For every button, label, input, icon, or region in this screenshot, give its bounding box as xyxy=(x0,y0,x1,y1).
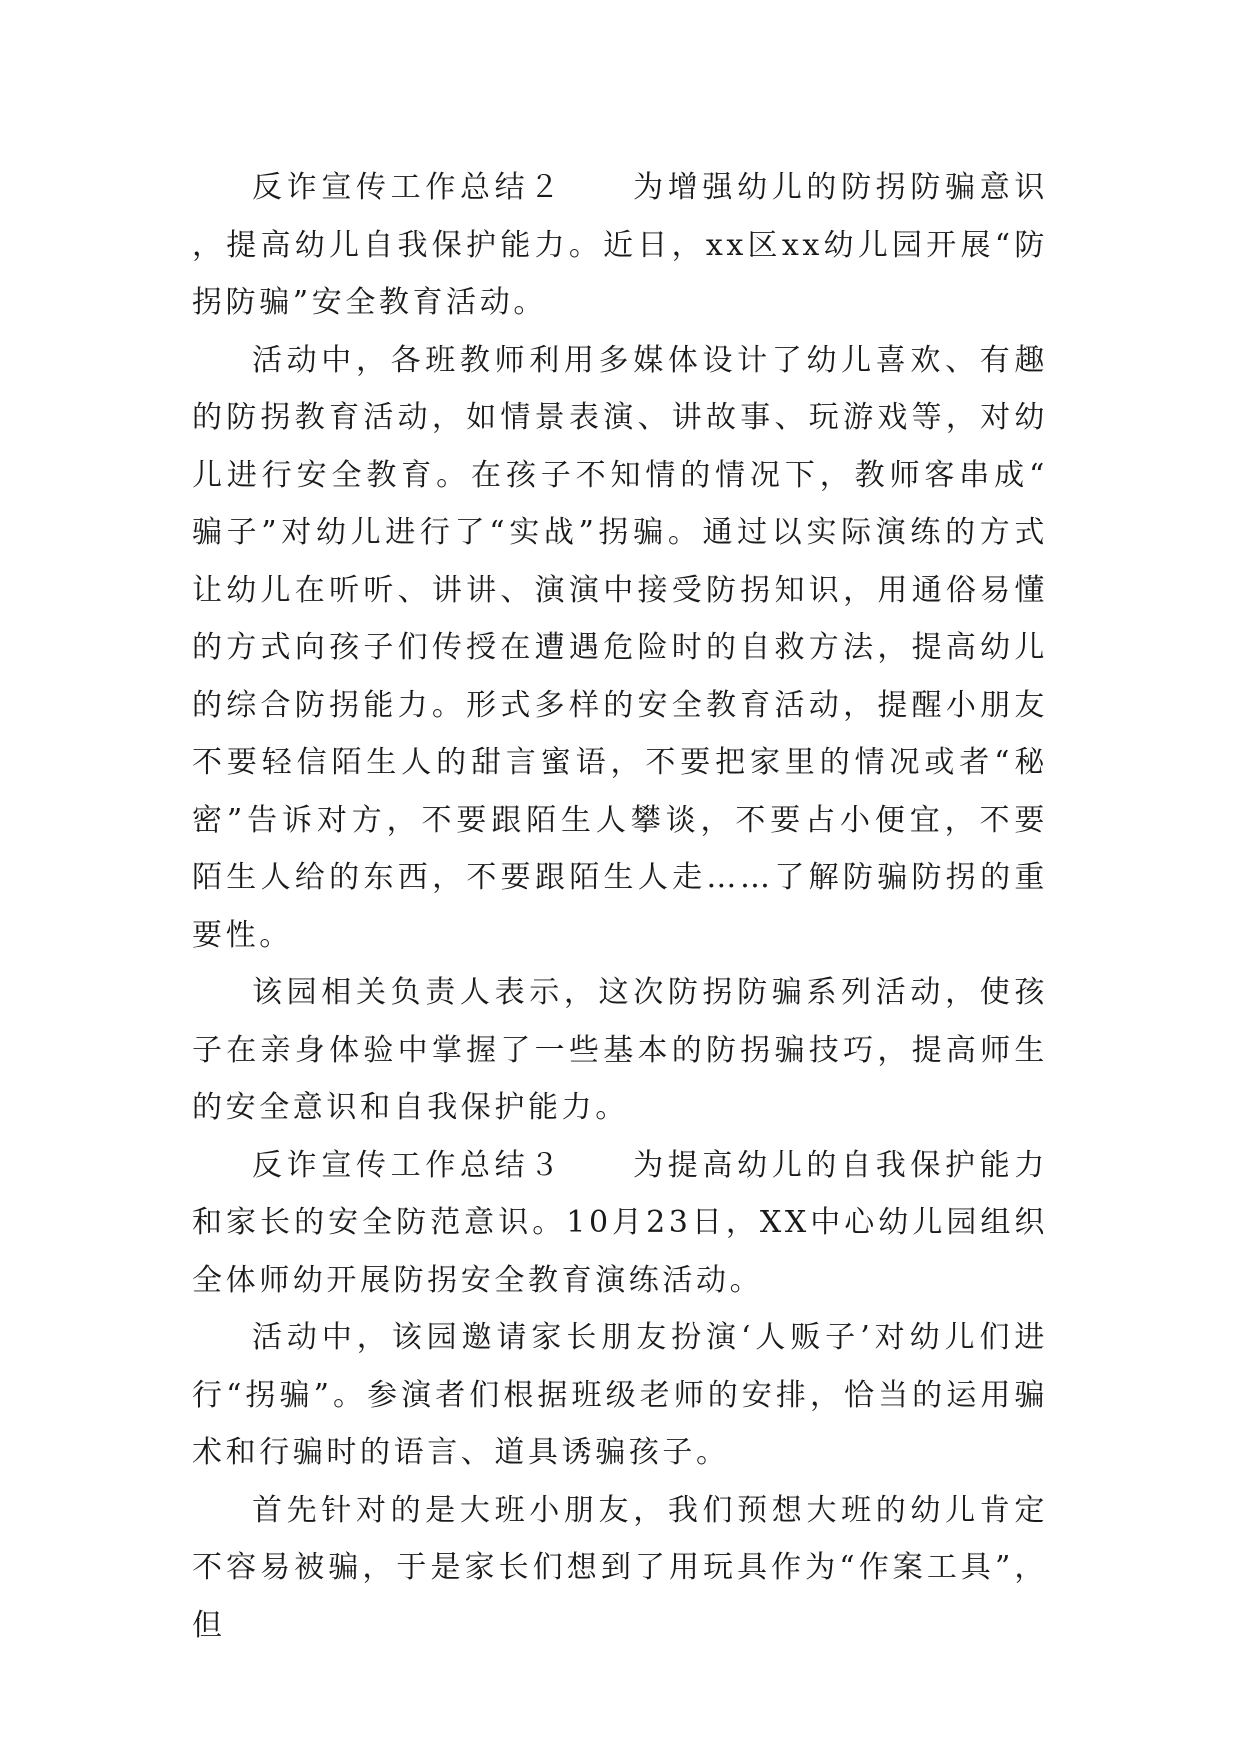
paragraph-text: 活动中，该园邀请家长朋友扮演‘人贩子’对幼儿们进行“拐骗”。参演者们根据班级老师的安排，恰当的运用骗术和行骗时的语言、道具诱骗孩子。 xyxy=(192,1320,1048,1470)
paragraph-text: 首先针对的是大班小朋友，我们预想大班的幼儿肯定不容易被骗，于是家长们想到了用玩具作为“作案工具”，但 xyxy=(192,1492,1048,1643)
paragraph-text: 该园相关负责人表示，这次防拐防骗系列活动，使孩子在亲身体验中掌握了一些基本的防拐骗技巧，提高师生的安全意识和自我保护能力。 xyxy=(192,975,1048,1125)
section-heading-2: 反诈宣传工作总结２ xyxy=(252,170,564,205)
paragraph-3 xyxy=(192,964,1048,1137)
paragraph-4 xyxy=(192,1137,1048,1310)
paragraph-text: 为提高幼儿的自我保护能力和家长的安全防范意识。10月23日，XX中心幼儿园组织全体师幼开展防拐安全教育演练活动。 xyxy=(192,1147,1048,1298)
paragraph-2 xyxy=(192,332,1048,965)
section-heading-3: 反诈宣传工作总结３ xyxy=(252,1147,564,1183)
document-body xyxy=(192,159,1048,1654)
paragraph-text: 活动中，各班教师利用多媒体设计了幼儿喜欢、有趣的防拐教育活动，如情景表演、讲故事、玩游戏等，对幼儿进行安全教育。在孩子不知情的情况下，教师客串成“骗子”对幼儿进行了“实战”拐骗。通过以实际演练的方式让幼儿在听听、讲讲、演演中接受防拐知识，用通俗易懂的方式向孩子们传授在遭遇危险时的自救方法，提高幼儿的综合防拐能力。形式多样的安全教育活动，提醒小朋友不要轻信陌生人的甜言蜜语，不要把家里的情况或者“秘密”告诉对方，不要跟陌生人攀谈，不要占小便宜，不要陌生人给的东西，不要跟陌生人走……了解防骗防拐的重要性。 xyxy=(192,342,1048,953)
paragraph-1 xyxy=(192,159,1048,332)
paragraph-text: 为增强幼儿的防拐防骗意识，提高幼儿自我保护能力。近日，xx区xx幼儿园开展“防拐防骗”安全教育活动。 xyxy=(192,170,1048,320)
paragraph-5 xyxy=(192,1309,1048,1482)
paragraph-6 xyxy=(192,1482,1048,1655)
